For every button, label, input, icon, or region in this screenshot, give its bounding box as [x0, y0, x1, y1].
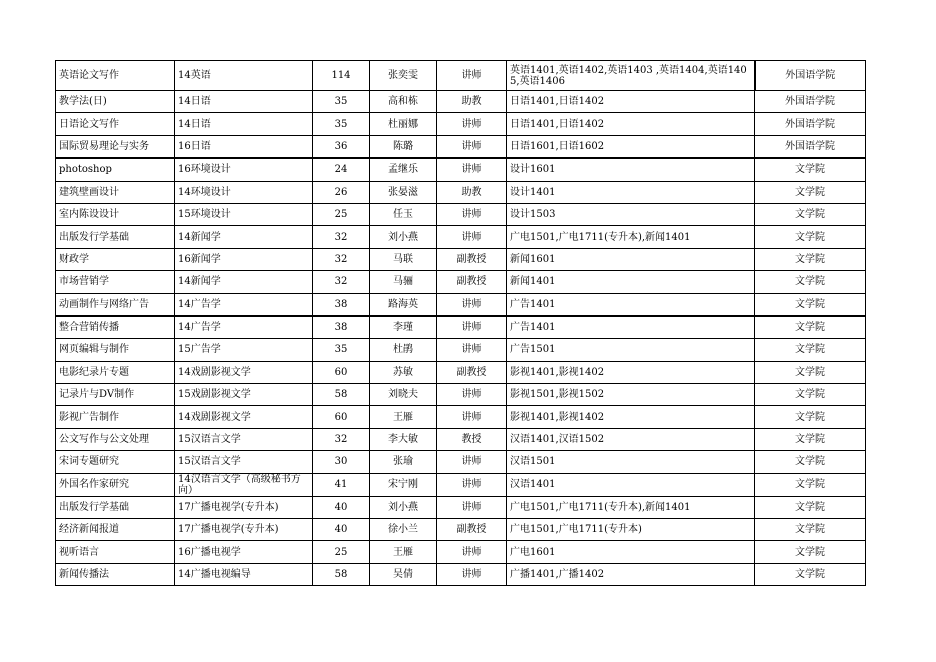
classes-cell: 日语1601,日语1602: [507, 135, 755, 158]
college-cell: 文学院: [755, 181, 866, 203]
course-name-cell: 外国名作家研究: [56, 473, 175, 496]
teacher-title-cell: 讲师: [437, 451, 507, 473]
student-count-cell: 36: [313, 135, 370, 158]
teacher-title-cell: 讲师: [437, 61, 507, 91]
teacher-title-cell: 讲师: [437, 135, 507, 158]
grade-cell: 14广播电视编导: [175, 563, 313, 585]
classes-cell: 设计1503: [507, 203, 755, 225]
table-row: [56, 226, 866, 248]
grade-cell: 14广告学: [175, 316, 313, 339]
course-name-cell: 日语论文写作: [56, 113, 175, 135]
course-name-cell: 动画制作与网络广告: [56, 293, 175, 316]
student-count-cell: 35: [313, 339, 370, 361]
college-cell: 文学院: [755, 541, 866, 563]
classes-cell: 新闻1601: [507, 248, 755, 270]
teacher-title-cell: 副教授: [437, 271, 507, 293]
table-row: [56, 316, 866, 339]
college-cell: 外国语学院: [755, 61, 866, 91]
college-cell: 文学院: [755, 271, 866, 293]
teacher-title-cell: 讲师: [437, 473, 507, 496]
classes-cell: 广告1501: [507, 339, 755, 361]
student-count-cell: 25: [313, 203, 370, 225]
student-count-cell: 35: [313, 91, 370, 113]
teacher-title-cell: 助教: [437, 181, 507, 203]
teacher-title-cell: 讲师: [437, 293, 507, 316]
teacher-title-cell: 讲师: [437, 203, 507, 225]
student-count-cell: 30: [313, 451, 370, 473]
table-row: [56, 428, 866, 450]
college-cell: 文学院: [755, 226, 866, 248]
classes-cell: 广播1401,广播1402: [507, 563, 755, 585]
teacher-cell: 张奕雯: [370, 61, 437, 91]
student-count-cell: 60: [313, 406, 370, 428]
college-cell: 外国语学院: [755, 113, 866, 135]
grade-cell: 14广告学: [175, 293, 313, 316]
course-name-cell: 影视广告制作: [56, 406, 175, 428]
student-count-cell: 40: [313, 519, 370, 541]
course-name-cell: 国际贸易理论与实务: [56, 135, 175, 158]
table-row: [56, 519, 866, 541]
college-cell: 外国语学院: [755, 91, 866, 113]
student-count-cell: 40: [313, 496, 370, 518]
teacher-cell: 杜鹃: [370, 339, 437, 361]
teacher-title-cell: 讲师: [437, 339, 507, 361]
grade-cell: 15汉语言文学: [175, 428, 313, 450]
course-name-cell: 市场营销学: [56, 271, 175, 293]
course-name-cell: 财政学: [56, 248, 175, 270]
table-row: [56, 406, 866, 428]
teacher-cell: 任玉: [370, 203, 437, 225]
classes-cell: 广电1501,广电1711(专升本),新闻1401: [507, 496, 755, 518]
teacher-cell: 张瑜: [370, 451, 437, 473]
teacher-cell: 陈璐: [370, 135, 437, 158]
teacher-cell: 路海英: [370, 293, 437, 316]
classes-cell: 日语1401,日语1402: [507, 91, 755, 113]
classes-cell: 英语1401,英语1402,英语1403 ,英语1404,英语1405,英语1406: [507, 61, 755, 91]
teacher-title-cell: 副教授: [437, 248, 507, 270]
course-name-cell: 记录片与DV制作: [56, 384, 175, 406]
teacher-cell: 宋宁刚: [370, 473, 437, 496]
college-cell: 文学院: [755, 563, 866, 585]
classes-cell: 影视1401,影视1402: [507, 361, 755, 383]
teacher-title-cell: 助教: [437, 91, 507, 113]
grade-cell: 14戏剧影视文学: [175, 361, 313, 383]
teacher-title-cell: 讲师: [437, 541, 507, 563]
course-name-cell: 新闻传播法: [56, 563, 175, 585]
teacher-title-cell: 讲师: [437, 113, 507, 135]
table-row: [56, 181, 866, 203]
table-row: [56, 361, 866, 383]
teacher-cell: 吴倩: [370, 563, 437, 585]
college-cell: 文学院: [755, 248, 866, 270]
course-name-cell: 视听语言: [56, 541, 175, 563]
classes-cell: 影视1401,影视1402: [507, 406, 755, 428]
grade-cell: 17广播电视学(专升本): [175, 519, 313, 541]
table-row: [56, 113, 866, 135]
student-count-cell: 35: [313, 113, 370, 135]
table-row: [56, 158, 866, 181]
teacher-cell: 李瑾: [370, 316, 437, 339]
student-count-cell: 24: [313, 158, 370, 181]
table-row: [56, 91, 866, 113]
classes-cell: 日语1401,日语1402: [507, 113, 755, 135]
college-cell: 文学院: [755, 158, 866, 181]
college-cell: 文学院: [755, 293, 866, 316]
table-row: [56, 135, 866, 158]
grade-cell: 14英语: [175, 61, 313, 91]
student-count-cell: 26: [313, 181, 370, 203]
teacher-cell: 刘晓夫: [370, 384, 437, 406]
table-row: [56, 61, 866, 91]
table-row: [56, 541, 866, 563]
teacher-cell: 苏敏: [370, 361, 437, 383]
spreadsheet: [55, 60, 866, 586]
classes-cell: 广告1401: [507, 316, 755, 339]
grade-cell: 15汉语言文学: [175, 451, 313, 473]
teacher-cell: 高和栋: [370, 91, 437, 113]
college-cell: 文学院: [755, 428, 866, 450]
grade-cell: 14戏剧影视文学: [175, 406, 313, 428]
grade-cell: 15环境设计: [175, 203, 313, 225]
course-name-cell: 教学法(日): [56, 91, 175, 113]
classes-cell: 汉语1401,汉语1502: [507, 428, 755, 450]
grade-cell: 14汉语言文学（高级秘书方向）: [175, 473, 313, 496]
student-count-cell: 32: [313, 271, 370, 293]
college-cell: 文学院: [755, 473, 866, 496]
course-name-cell: 电影纪录片专题: [56, 361, 175, 383]
student-count-cell: 41: [313, 473, 370, 496]
course-name-cell: 整合营销传播: [56, 316, 175, 339]
college-cell: 文学院: [755, 339, 866, 361]
teacher-title-cell: 讲师: [437, 316, 507, 339]
college-cell: 文学院: [755, 451, 866, 473]
course-name-cell: 公文写作与公文处理: [56, 428, 175, 450]
teacher-title-cell: 讲师: [437, 158, 507, 181]
teacher-title-cell: 讲师: [437, 406, 507, 428]
grade-cell: 14新闻学: [175, 226, 313, 248]
teacher-cell: 王雁: [370, 541, 437, 563]
grade-cell: 17广播电视学(专升本): [175, 496, 313, 518]
teacher-title-cell: 讲师: [437, 226, 507, 248]
grade-cell: 16日语: [175, 135, 313, 158]
grade-cell: 16广播电视学: [175, 541, 313, 563]
course-name-cell: 出版发行学基础: [56, 496, 175, 518]
teacher-cell: 杜丽娜: [370, 113, 437, 135]
teacher-cell: 马联: [370, 248, 437, 270]
classes-cell: 汉语1501: [507, 451, 755, 473]
college-cell: 文学院: [755, 361, 866, 383]
course-name-cell: 出版发行学基础: [56, 226, 175, 248]
grade-cell: 15戏剧影视文学: [175, 384, 313, 406]
college-cell: 文学院: [755, 203, 866, 225]
course-name-cell: 建筑壁画设计: [56, 181, 175, 203]
teacher-title-cell: 副教授: [437, 361, 507, 383]
table-row: [56, 473, 866, 496]
classes-cell: 广告1401: [507, 293, 755, 316]
student-count-cell: 58: [313, 563, 370, 585]
grade-cell: 15广告学: [175, 339, 313, 361]
student-count-cell: 32: [313, 428, 370, 450]
table-body: [56, 61, 866, 586]
college-cell: 文学院: [755, 316, 866, 339]
course-name-cell: 网页编辑与制作: [56, 339, 175, 361]
student-count-cell: 32: [313, 248, 370, 270]
grade-cell: 14新闻学: [175, 271, 313, 293]
classes-cell: 广电1501,广电1711(专升本): [507, 519, 755, 541]
student-count-cell: 25: [313, 541, 370, 563]
student-count-cell: 38: [313, 316, 370, 339]
college-cell: 文学院: [755, 519, 866, 541]
teacher-cell: 孟继乐: [370, 158, 437, 181]
student-count-cell: 38: [313, 293, 370, 316]
teacher-cell: 徐小兰: [370, 519, 437, 541]
table-row: [56, 384, 866, 406]
course-name-cell: 宋词专题研究: [56, 451, 175, 473]
teacher-cell: 李大敏: [370, 428, 437, 450]
table-row: [56, 563, 866, 585]
student-count-cell: 32: [313, 226, 370, 248]
course-name-cell: photoshop: [56, 158, 175, 181]
teacher-cell: 王雁: [370, 406, 437, 428]
course-name-cell: 室内陈设设计: [56, 203, 175, 225]
table-row: [56, 203, 866, 225]
grade-cell: 14日语: [175, 91, 313, 113]
college-cell: 文学院: [755, 406, 866, 428]
classes-cell: 广电1601: [507, 541, 755, 563]
teacher-title-cell: 讲师: [437, 496, 507, 518]
classes-cell: 新闻1401: [507, 271, 755, 293]
teacher-title-cell: 教授: [437, 428, 507, 450]
table-row: [56, 271, 866, 293]
classes-cell: 设计1401: [507, 181, 755, 203]
course-name-cell: 经济新闻报道: [56, 519, 175, 541]
college-cell: 外国语学院: [755, 135, 866, 158]
classes-cell: 广电1501,广电1711(专升本),新闻1401: [507, 226, 755, 248]
student-count-cell: 58: [313, 384, 370, 406]
grade-cell: 16环境设计: [175, 158, 313, 181]
table-row: [56, 496, 866, 518]
classes-cell: 汉语1401: [507, 473, 755, 496]
teacher-cell: 刘小燕: [370, 226, 437, 248]
grade-cell: 14日语: [175, 113, 313, 135]
table-row: [56, 293, 866, 316]
table-row: [56, 248, 866, 270]
classes-cell: 影视1501,影视1502: [507, 384, 755, 406]
table-row: [56, 451, 866, 473]
classes-cell: 设计1601: [507, 158, 755, 181]
course-name-cell: 英语论文写作: [56, 61, 175, 91]
teacher-title-cell: 副教授: [437, 519, 507, 541]
teacher-cell: 刘小燕: [370, 496, 437, 518]
college-cell: 文学院: [755, 384, 866, 406]
teacher-title-cell: 讲师: [437, 384, 507, 406]
college-cell: 文学院: [755, 496, 866, 518]
table-row: [56, 339, 866, 361]
teacher-title-cell: 讲师: [437, 563, 507, 585]
teacher-cell: 张晏滋: [370, 181, 437, 203]
grade-cell: 14环境设计: [175, 181, 313, 203]
student-count-cell: 114: [313, 61, 370, 91]
grade-cell: 16新闻学: [175, 248, 313, 270]
course-table: [55, 60, 866, 586]
teacher-cell: 马骊: [370, 271, 437, 293]
student-count-cell: 60: [313, 361, 370, 383]
